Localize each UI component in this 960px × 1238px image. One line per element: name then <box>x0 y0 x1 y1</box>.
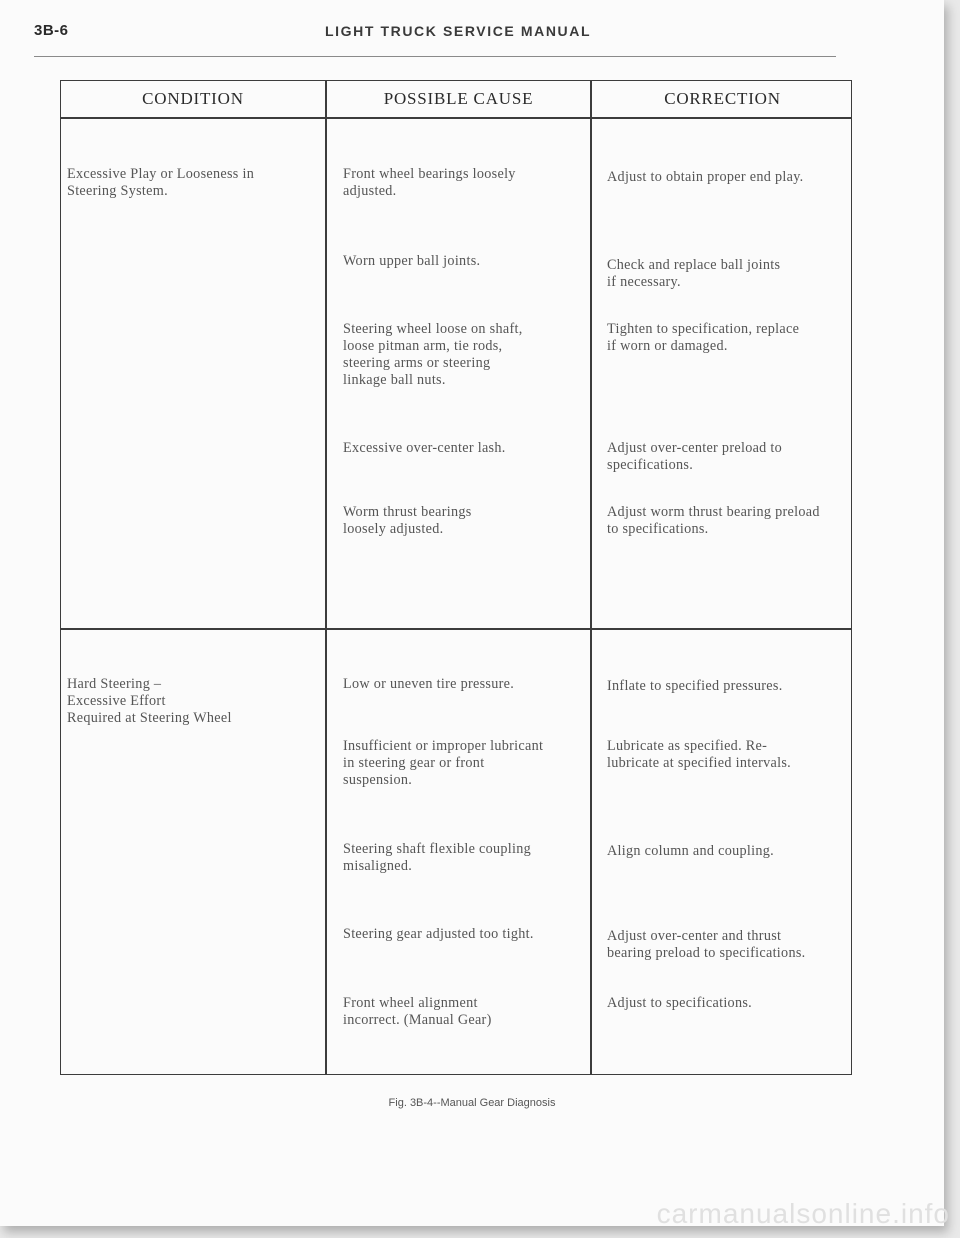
page-number: 3B-6 <box>34 22 69 39</box>
column-header-possible-cause: POSSIBLE CAUSE <box>383 89 534 108</box>
cause-cell: Low or uneven tire pressure. <box>343 676 515 692</box>
section-divider <box>61 628 851 630</box>
correction-cell: Adjust worm thrust bearing preload to specifications. <box>607 504 820 537</box>
cause-cell: Worm thrust bearings loosely adjusted. <box>343 504 472 537</box>
condition-cell: Excessive Play or Looseness in Steering System. <box>67 166 255 199</box>
cause-cell: Worn upper ball joints. <box>343 253 481 269</box>
header-rule <box>34 56 836 57</box>
column-divider <box>325 81 327 1074</box>
condition-cell: Hard Steering – Excessive Effort Required at Steering Wheel <box>67 676 232 726</box>
cause-cell: Steering gear adjusted too tight. <box>343 926 534 942</box>
cause-cell: Steering shaft flexible coupling misaligned. <box>343 841 532 874</box>
correction-cell: Adjust over-center and thrust bearing preload to specifications. <box>607 928 806 961</box>
manual-title: LIGHT TRUCK SERVICE MANUAL <box>325 23 592 39</box>
header-row-divider <box>61 117 851 119</box>
column-header-condition: CONDITION <box>142 89 244 108</box>
cause-cell: Front wheel alignment incorrect. (Manual Gear) <box>343 995 492 1028</box>
cause-cell: Steering wheel loose on shaft, loose pitman arm, tie rods, steering arms or steering linkage ball nuts. <box>343 321 523 388</box>
correction-cell: Check and replace ball joints if necessary. <box>607 257 781 290</box>
correction-cell: Adjust to specifications. <box>607 995 753 1011</box>
watermark: carmanualsonline.info <box>656 1198 950 1229</box>
cause-cell: Front wheel bearings loosely adjusted. <box>343 166 516 199</box>
column-divider <box>590 81 592 1074</box>
correction-cell: Adjust to obtain proper end play. <box>607 169 804 185</box>
cause-cell: Excessive over-center lash. <box>343 440 506 456</box>
figure-caption: Fig. 3B-4--Manual Gear Diagnosis <box>388 1097 556 1109</box>
column-header-correction: CORRECTION <box>664 89 781 108</box>
cause-cell: Insufficient or improper lubricant in steering gear or front suspension. <box>343 738 544 788</box>
correction-cell: Adjust over-center preload to specifications. <box>607 440 783 473</box>
correction-cell: Tighten to specification, replace if worn or damaged. <box>607 321 800 354</box>
diagnosis-table <box>60 80 852 1075</box>
correction-cell: Inflate to specified pressures. <box>607 678 783 694</box>
correction-cell: Align column and coupling. <box>607 843 774 859</box>
correction-cell: Lubricate as specified. Re- lubricate at specified intervals. <box>607 738 792 771</box>
